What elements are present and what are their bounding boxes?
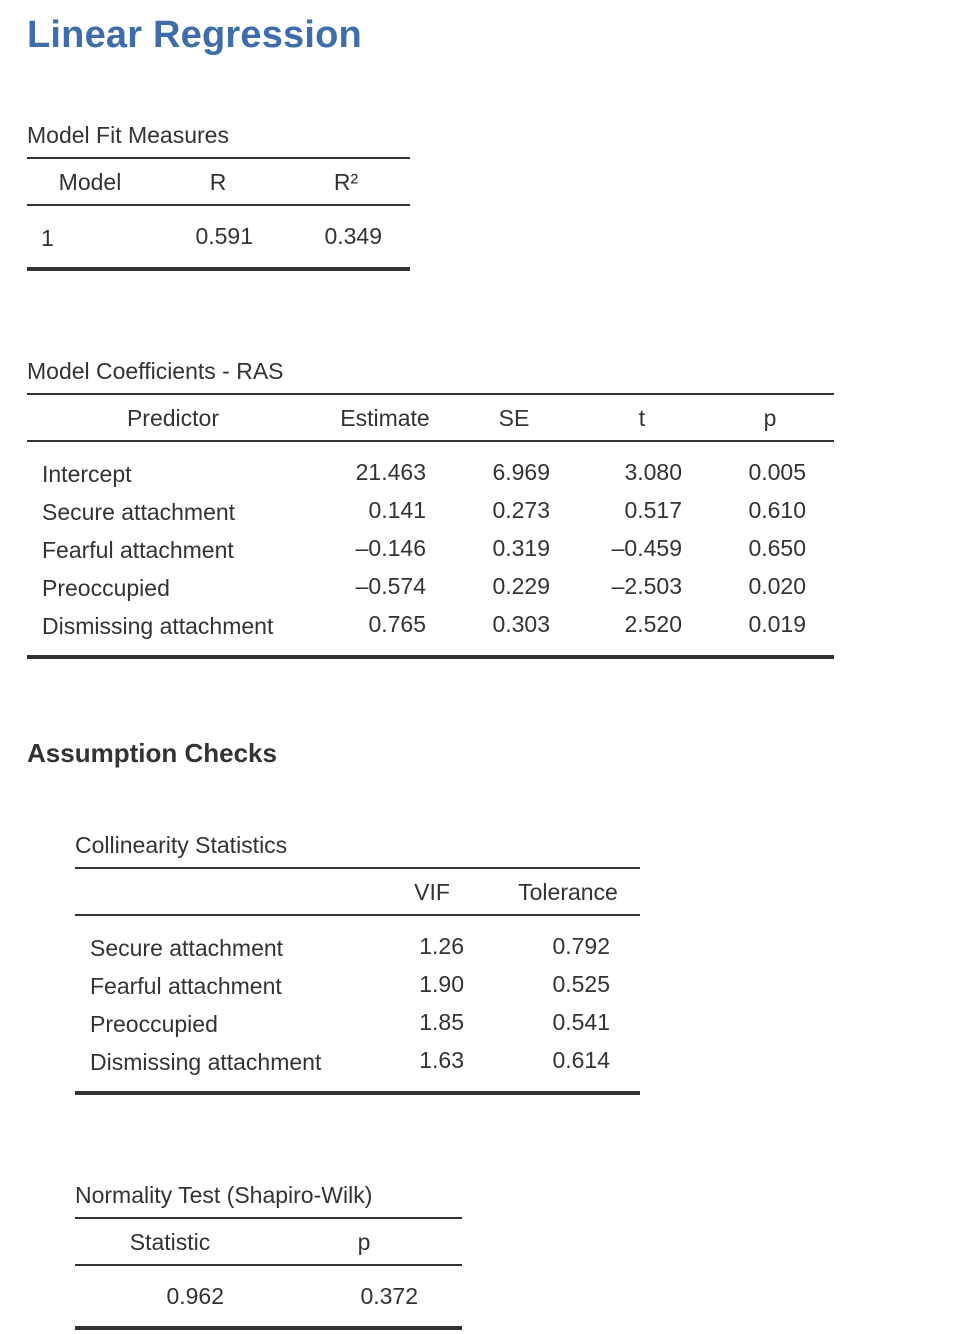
normality-header-statistic: Statistic [129,1229,211,1255]
coefficients-cell-estimate: 0.141 [368,497,426,523]
coefficients-cell-predictor: Secure attachment [42,499,236,525]
coefficients-cell-se: 0.303 [492,611,550,637]
coefficients-header-rule [27,440,834,442]
model-fit-cell-model: 1 [41,225,54,251]
coefficients-cell-estimate: –0.146 [355,535,426,561]
collinearity-cell-vif: 1.90 [419,971,464,997]
collinearity-top-rule [75,867,640,869]
coefficients-cell-t: –2.503 [611,573,682,599]
coefficients-header-se: SE [498,405,530,431]
collinearity-cell-tolerance: 0.541 [552,1009,610,1035]
collinearity-cell-predictor: Preoccupied [90,1011,218,1037]
coefficients-top-rule [27,393,834,395]
coefficients-cell-p: 0.650 [748,535,806,561]
normality-cell-statistic: 0.962 [166,1283,224,1309]
normality-header-rule [75,1264,462,1266]
coefficients-cell-p: 0.610 [748,497,806,523]
normality-cell-p: 0.372 [360,1283,418,1309]
coefficients-cell-p: 0.005 [748,459,806,485]
collinearity-cell-tolerance: 0.614 [552,1047,610,1073]
coefficients-cell-se: 6.969 [492,459,550,485]
collinearity-cell-tolerance: 0.792 [552,933,610,959]
coefficients-cell-estimate: –0.574 [355,573,426,599]
coefficients-cell-t: 3.080 [624,459,682,485]
collinearity-cell-vif: 1.85 [419,1009,464,1035]
coefficients-cell-predictor: Intercept [42,461,132,487]
collinearity-header-vif: VIF [414,879,450,905]
model-fit-header-rule [27,204,410,206]
model-fit-header-r2: R² [333,169,359,195]
collinearity-bottom-rule [75,1091,640,1095]
coefficients-cell-predictor: Preoccupied [42,575,170,601]
coefficients-cell-estimate: 21.463 [355,459,426,485]
coefficients-cell-estimate: 0.765 [368,611,426,637]
assumption-checks-heading: Assumption Checks [27,738,277,768]
collinearity-header-tolerance: Tolerance [518,879,618,905]
normality-title: Normality Test (Shapiro-Wilk) [75,1182,373,1208]
coefficients-header-estimate: Estimate [340,405,430,431]
coefficients-cell-predictor: Dismissing attachment [42,613,274,639]
normality-top-rule [75,1217,462,1219]
coefficients-cell-t: 0.517 [624,497,682,523]
coefficients-header-t: t [638,405,646,431]
coefficients-header-predictor: Predictor [126,405,220,431]
collinearity-cell-vif: 1.26 [419,933,464,959]
collinearity-cell-vif: 1.63 [419,1047,464,1073]
coefficients-cell-predictor: Fearful attachment [42,537,234,563]
collinearity-header-rule [75,914,640,916]
model-fit-title: Model Fit Measures [27,122,229,148]
model-fit-header-model: Model [58,169,122,195]
model-fit-bottom-rule [27,267,410,271]
coefficients-cell-t: –0.459 [611,535,682,561]
model-fit-cell-r2: 0.349 [324,223,382,249]
normality-header-p: p [357,1229,371,1255]
collinearity-cell-predictor: Secure attachment [90,935,284,961]
model-fit-top-rule [27,157,410,159]
coefficients-cell-p: 0.019 [748,611,806,637]
normality-bottom-rule [75,1326,462,1330]
coefficients-cell-se: 0.229 [492,573,550,599]
coefficients-bottom-rule [27,655,834,659]
coefficients-header-p: p [763,405,777,431]
coefficients-cell-se: 0.319 [492,535,550,561]
model-fit-header-r: R [209,169,227,195]
coefficients-cell-se: 0.273 [492,497,550,523]
model-fit-cell-r: 0.591 [195,223,253,249]
coefficients-cell-p: 0.020 [748,573,806,599]
page-title: Linear Regression [27,14,362,56]
coefficients-title: Model Coefficients - RAS [27,358,284,384]
coefficients-cell-t: 2.520 [624,611,682,637]
collinearity-title: Collinearity Statistics [75,832,288,858]
collinearity-cell-predictor: Dismissing attachment [90,1049,322,1075]
collinearity-cell-tolerance: 0.525 [552,971,610,997]
collinearity-cell-predictor: Fearful attachment [90,973,282,999]
